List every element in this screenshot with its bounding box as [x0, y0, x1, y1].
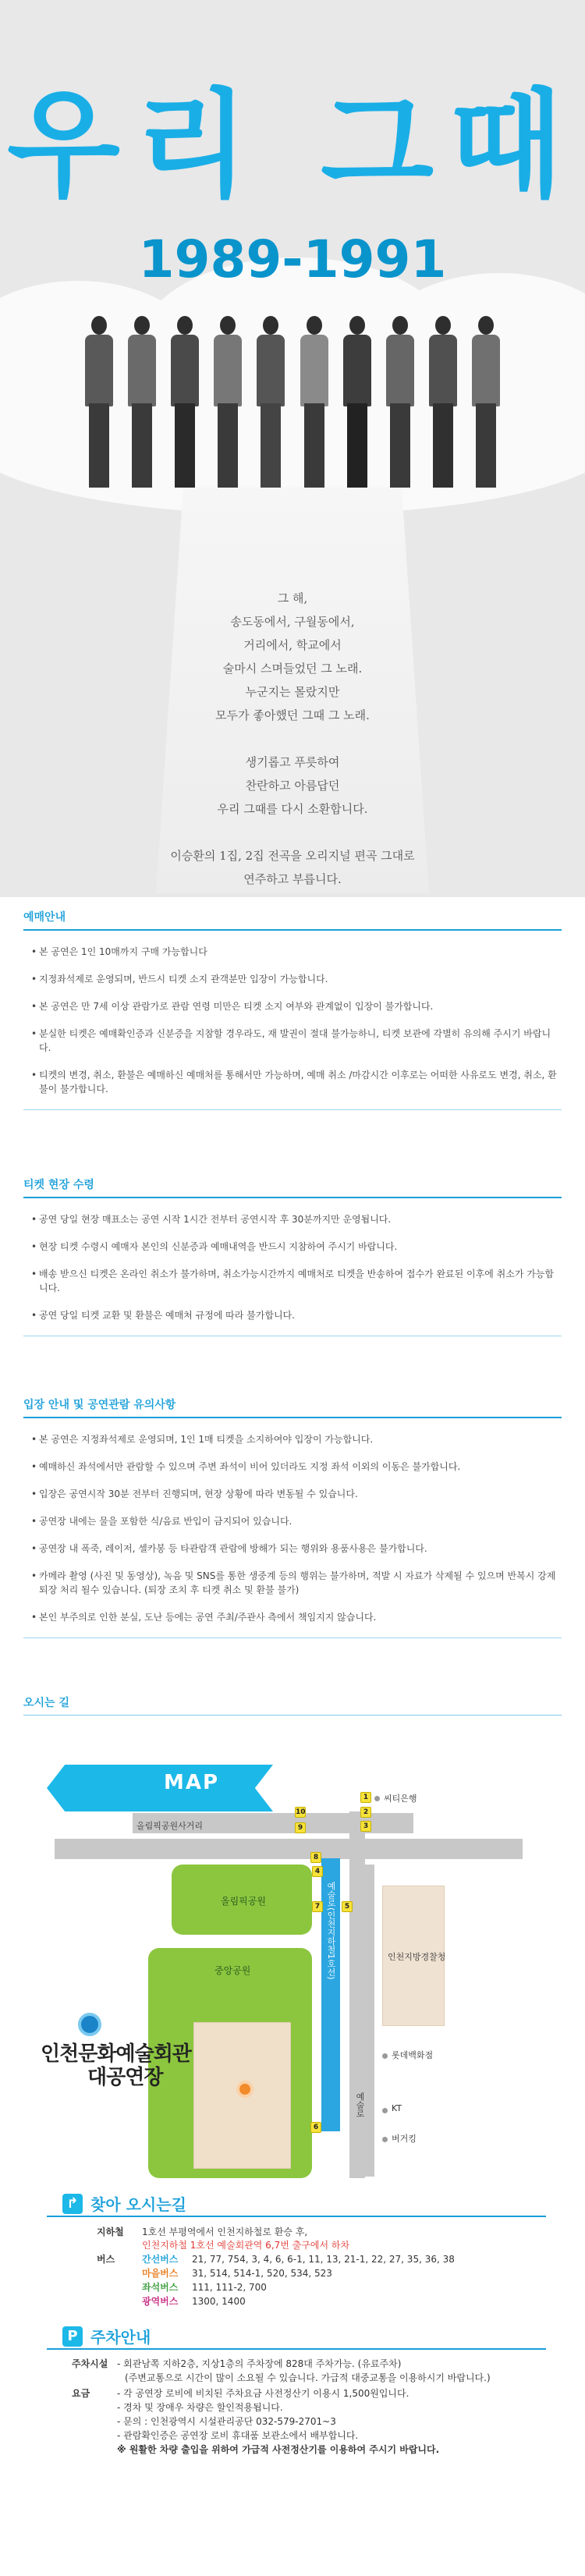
park-label: 중앙공원 — [214, 1965, 251, 1976]
poem-line: 누군지는 몰랐지만 — [245, 685, 340, 699]
section-title: 예매안내 — [23, 911, 66, 924]
bus-row: 버스 간선버스 21, 77, 754, 3, 4, 6, 6-1, 11, 13, 21-1, 22, 27, 35, 36, 38 — [97, 2254, 455, 2265]
parking-fee-line: - 문의 : 인천광역시 시설관리공단 032-579-2701~3 — [117, 2416, 336, 2427]
list-item: • 본 공연은 지정좌석제로 운영되며, 1인 1매 티켓을 소지하여야 입장이 가능합니다. — [23, 1432, 562, 1446]
bus-stop-badge: 10 — [296, 1808, 306, 1816]
poem-line: 술마시 스며들었던 그 노래. — [222, 662, 363, 676]
section-divider — [23, 929, 562, 931]
poem-line: 이승환의 1집, 2집 전곡을 오리지널 편곡 그대로 — [170, 849, 415, 863]
section-divider — [47, 2216, 546, 2217]
section-title: 티켓 현장 수령 — [23, 1179, 94, 1191]
person-figure — [211, 316, 245, 488]
person-figure — [125, 316, 159, 488]
poem-line: 송도동에서, 구월동에서, — [230, 615, 355, 629]
poem-line: 찬란하고 아름답던 — [245, 779, 340, 793]
list-item: • 배송 받으신 티켓은 온라인 취소가 불가하며, 취소가능시간까지 예매처로 티켓을 반송하여 접수가 완료된 이후에 취소가 가능합니다. — [23, 1267, 562, 1295]
section-divider — [23, 1715, 562, 1716]
directions-heading: ↱ 찾아 오시는길 — [62, 2192, 186, 2215]
bus-row: 좌석버스 111, 111-2, 700 — [142, 2282, 267, 2293]
intro-poem — [0, 587, 585, 891]
person-figure — [469, 316, 503, 488]
place-label: 인천지방경찰청 — [388, 1952, 446, 1962]
list-item: • 본 공연은 만 7세 이상 관람가로 관람 연령 미만은 티켓 소지 여부와 관계없이 입장이 불가합니다. — [23, 999, 562, 1013]
road-label: 예술로 — [355, 2092, 365, 2118]
venue-marker-icon — [236, 2081, 254, 2098]
bus-stop-badge: 6 — [310, 2122, 321, 2133]
parking-facility-note: (주변교통으로 시간이 많이 소요될 수 있습니다. 가급적 대중교통을 이용하시기 바랍니다.) — [125, 2372, 491, 2383]
place-label: 버거킹 — [392, 2134, 417, 2144]
person-figure — [297, 316, 332, 488]
parking-fee: 요금 - 각 공연장 로비에 비치된 주차요금 사전정산기 이용시 1,500원입니다. — [72, 2388, 410, 2399]
list-item: • 분실한 티켓은 예매확인증과 신분증을 지참할 경우라도, 재 발권이 절대 불가능하니, 티켓 보관에 각별히 유의해 주시기 바랍니다. — [23, 1027, 562, 1055]
section-divider — [23, 1637, 562, 1638]
poem-line: 모두가 좋아했던 그때 그 노래. — [215, 708, 370, 722]
park-label: 올림픽공원 — [221, 1896, 266, 1907]
parking-icon: P — [62, 2326, 83, 2347]
parking-fee-line: - 관람확인증은 공연장 로비 휴대품 보관소에서 배부합니다. — [117, 2430, 359, 2441]
road — [55, 1839, 523, 1859]
poi-dot-icon — [374, 1796, 380, 1801]
bus-stop-badge: 7 — [312, 1901, 323, 1912]
bus-stop-badge: 4 — [312, 1866, 323, 1877]
list-item: • 공연 당일 현장 매표소는 공연 시작 1시간 전부터 공연시작 후 30분까지만 운영됩니다. — [23, 1212, 562, 1226]
list-item: • 공연장 내 폭죽, 레이저, 셀카봉 등 타관람객 관람에 방해가 되는 행위와 용품사용은 불가합니다. — [23, 1542, 562, 1556]
directions-section — [23, 1694, 562, 1730]
bus-stop-badge: 1 — [360, 1792, 371, 1803]
map-banner — [47, 1765, 273, 1811]
turn-arrow-icon: ↱ — [62, 2194, 83, 2214]
poem-line: 거리에서, 학교에서 — [243, 638, 342, 652]
list-item: • 공연장 내에는 물을 포함한 식/음료 반입이 금지되어 있습니다. — [23, 1514, 562, 1528]
section-title: 입장 안내 및 공연관람 유의사항 — [23, 1399, 176, 1411]
parking-heading: P 주차안내 — [62, 2325, 151, 2347]
bus-stop-badge: 5 — [342, 1901, 353, 1912]
poem-line: 우리 그때를 다시 소환합니다. — [217, 802, 368, 816]
hero-banner — [0, 0, 585, 897]
bus-stop-badge: 3 — [360, 1821, 371, 1832]
subway-info: 지하철 1호선 부평역에서 인천지하철로 환승 후, — [97, 2227, 308, 2237]
location-map — [41, 1765, 538, 2178]
parking-facility: 주차시설 - 회관남쪽 지하2층, 지상1층의 주차장에 828대 주차가능. (유료주차) — [72, 2358, 402, 2369]
poi-dot-icon — [382, 2053, 388, 2059]
bus-stop-badge: 8 — [310, 1852, 321, 1863]
booking-section — [23, 909, 562, 1110]
list-item: • 지정좌석제로 운영되며, 반드시 티켓 소지 관객분만 입장이 가능합니다. — [23, 972, 562, 986]
road — [351, 1865, 374, 2177]
place-label: 씨티은행 — [384, 1794, 417, 1804]
parking-fee-line: - 경차 및 장애우 차량은 할인적용됩니다. — [117, 2402, 283, 2413]
subway-info-detail: 인천지하철 1호선 예술회관역 6,7번 출구에서 하차 — [142, 2240, 350, 2251]
person-figure — [254, 316, 288, 488]
list-item: • 입장은 공연시작 30분 전부터 진행되며, 현장 상황에 따라 변동될 수 있습니다. — [23, 1487, 562, 1501]
venue-hall: 대공연장 — [87, 2066, 163, 2089]
place-label: KT — [392, 2103, 402, 2113]
list-item: • 티켓의 변경, 취소, 환불은 예매하신 예매처를 통해서만 가능하며, 예매 취소 /마감시간 이후로는 어떠한 사유로도 변경, 취소, 환불이 불가합니다. — [23, 1068, 562, 1096]
person-figure — [82, 316, 116, 488]
list-item: • 본 공연은 1인 10매까지 구매 가능합니다 — [23, 945, 562, 959]
group-photo — [82, 308, 503, 488]
person-figure — [426, 316, 460, 488]
place-label: 올림픽공원사거리 — [136, 1821, 204, 1831]
venue-logo-icon — [78, 2013, 101, 2036]
list-item: • 공연 당일 티켓 교환 및 환불은 예매처 규정에 따라 불가합니다. — [23, 1308, 562, 1322]
road-label: 예술로(인천지하철1호선) — [326, 1882, 336, 1980]
poi-dot-icon — [382, 2137, 388, 2142]
onsite-pickup-section — [23, 1176, 562, 1336]
poem-line: 생기롭고 푸릇하여 — [245, 755, 340, 769]
hero-years: 1989-1991 — [138, 229, 447, 289]
section-divider — [47, 2348, 546, 2350]
person-figure — [383, 316, 417, 488]
poem-line: 연주하고 부릅니다. — [243, 872, 342, 886]
entry-notice-section — [23, 1396, 562, 1638]
hero-title: 우리 그때 — [7, 78, 578, 214]
section-title: 오시는 길 — [23, 1697, 69, 1709]
bus-stop-badge: 2 — [360, 1807, 371, 1818]
list-item: • 카메라 촬영 (사진 및 동영상), 녹음 및 SNS를 통한 생중계 등의 행위는 불가하며, 적발 시 자료가 삭제될 수 있으며 반복시 강제 퇴장 처리 될수 있습니다. (퇴장 조치 후 티켓 취소 및 환불 불가) — [23, 1569, 562, 1597]
place-label: 롯데백화점 — [392, 2050, 434, 2060]
list-item: • 본인 부주의로 인한 분실, 도난 등에는 공연 주최/주관사 측에서 책임지지 않습니다. — [23, 1610, 562, 1624]
map-banner-text: MAP — [164, 1771, 220, 1794]
person-figure — [168, 316, 202, 488]
poi-dot-icon — [382, 2108, 388, 2113]
bus-row: 광역버스 1300, 1400 — [142, 2296, 246, 2307]
poem-line: 그 해, — [277, 591, 308, 605]
venue-name: 인천문화예술회관 — [41, 2042, 191, 2066]
section-divider — [23, 1417, 562, 1418]
list-item: • 현장 티켓 수령시 예매자 본인의 신분증과 예매내역을 반드시 지참하여 주시기 바랍니다. — [23, 1240, 562, 1254]
section-divider — [23, 1197, 562, 1198]
bus-row: 마을버스 31, 514, 514-1, 520, 534, 523 — [142, 2268, 332, 2279]
section-divider — [23, 1109, 562, 1110]
list-item: • 예매하신 좌석에서만 관람할 수 있으며 주변 좌석이 비어 있더라도 지정 좌석 이외의 이동은 불가합니다. — [23, 1460, 562, 1474]
parking-fee-line: ※ 원활한 차량 출입을 위하여 가급적 사전정산기를 이용하여 주시기 바랍니다. — [117, 2444, 440, 2455]
bus-stop-badge: 9 — [295, 1822, 306, 1833]
person-figure — [340, 316, 374, 488]
